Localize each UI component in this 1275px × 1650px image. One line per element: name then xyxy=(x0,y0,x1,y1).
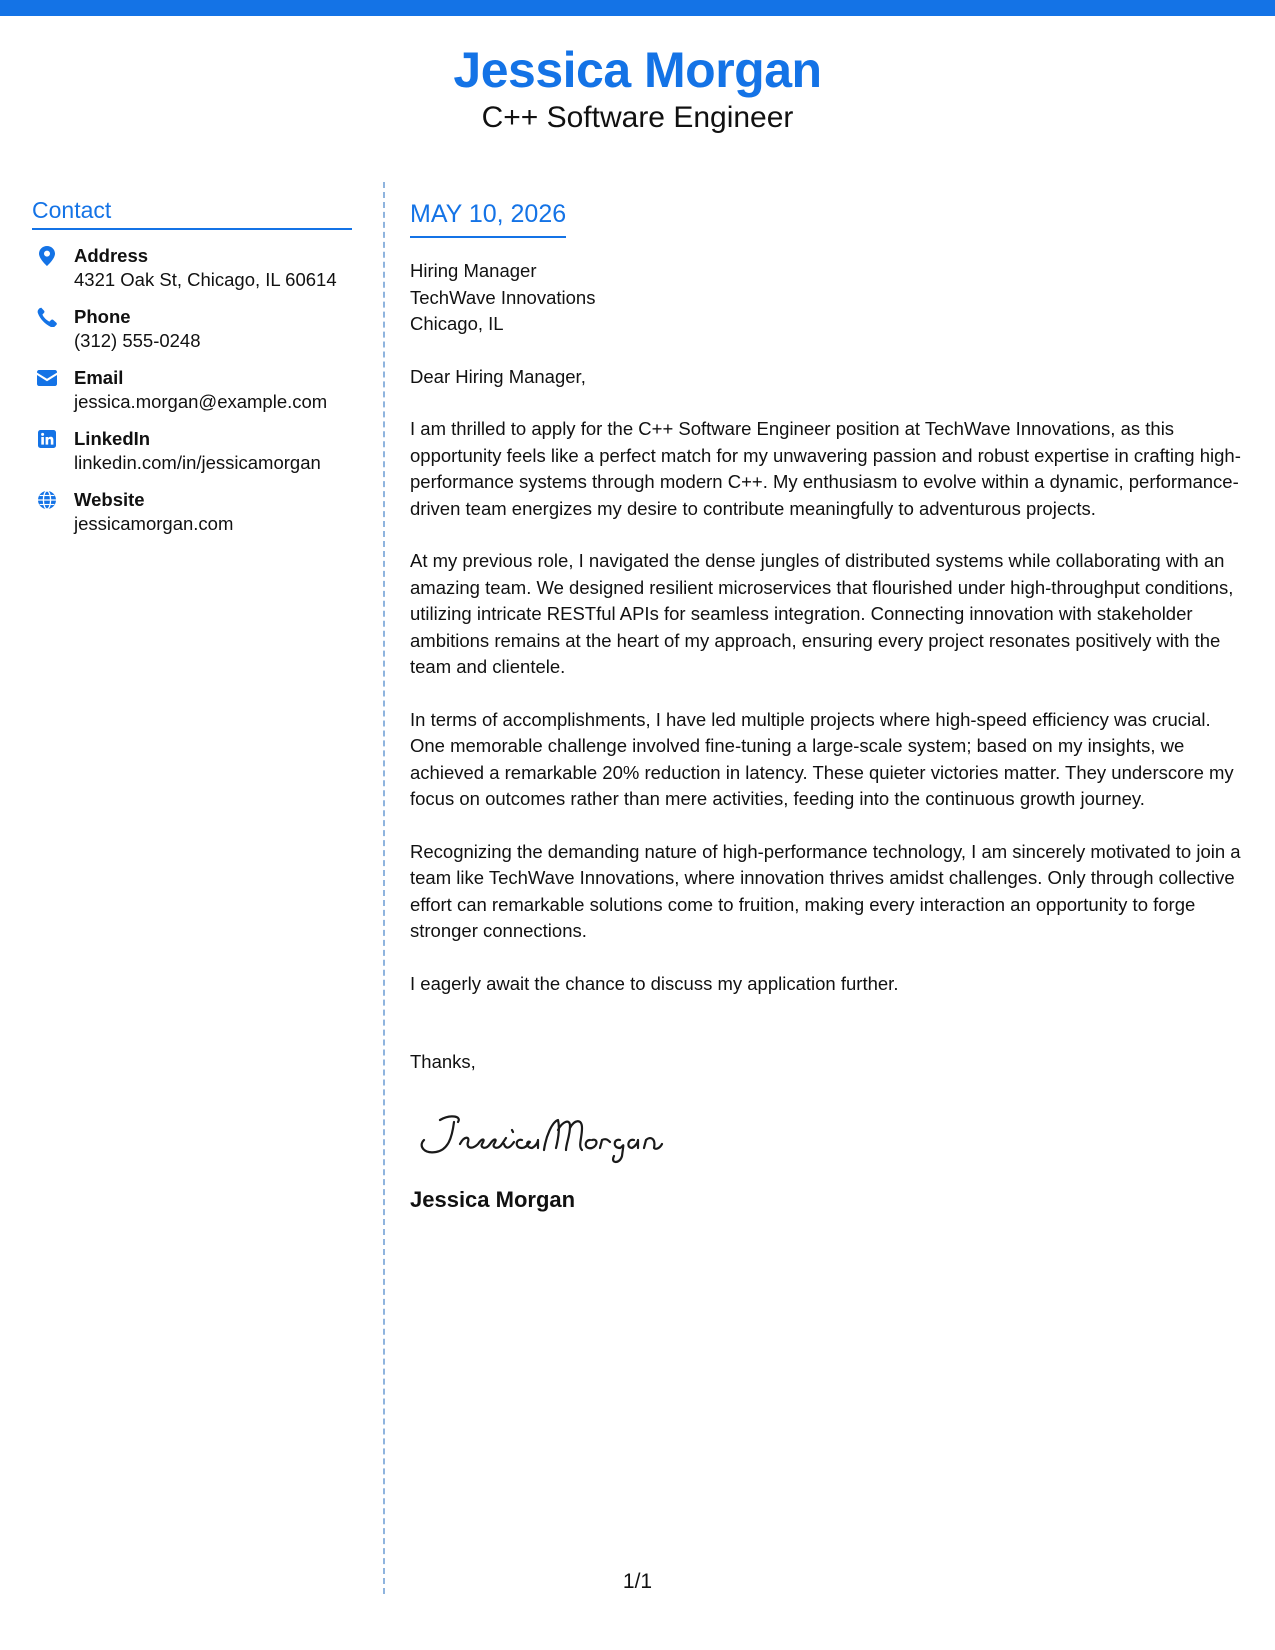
contact-sidebar xyxy=(32,196,352,549)
contact-label: Email xyxy=(74,367,124,388)
body-paragraph: I am thrilled to apply for the C++ Software Engineer position at TechWave Innovations, as this opportunity feels like a perfect match for my unwavering passion and robust expertise in crafting high-performance systems through modern C++. My enthusiasm to evolve within a dynamic, performance-driven team energizes my desire to contribute meaningfully to adventurous projects. xyxy=(410,418,1241,519)
date-block xyxy=(410,198,566,238)
cover-letter-body xyxy=(410,198,1245,1214)
contact-heading: Contact xyxy=(32,196,352,230)
column-divider xyxy=(383,182,385,1594)
address-value: 4321 Oak St, Chicago, IL 60614 xyxy=(74,269,337,290)
linkedin-value: linkedin.com/in/jessicamorgan xyxy=(74,452,321,473)
email-value: jessica.morgan@example.com xyxy=(74,391,328,412)
globe-icon xyxy=(36,489,58,511)
contact-item-phone xyxy=(32,305,352,353)
top-accent-bar xyxy=(0,0,1275,16)
recipient-company: TechWave Innovations xyxy=(410,286,596,308)
contact-item-address xyxy=(32,244,352,292)
letter-date: MAY 10, 2026 xyxy=(410,200,567,228)
contact-item-email xyxy=(32,366,352,414)
body-paragraph: At my previous role, I navigated the dense jungles of distributed systems while collaborating with an amazing team. We designed resilient microservices that flourished under high-throughput conditions, utilizing intricate RESTful APIs for seamless integration. Connecting innovation with stakeholder ambitions remains at the heart of my approach, ensuring every project resonates positively with the team and clientele. xyxy=(410,550,1234,677)
handwritten-signature xyxy=(410,1106,1245,1166)
website-value: jessicamorgan.com xyxy=(74,513,234,534)
envelope-icon xyxy=(36,367,58,389)
recipient-location: Chicago, IL xyxy=(410,313,504,334)
body-paragraph: In terms of accomplishments, I have led multiple projects where high-speed efficiency was crucial. One memorable challenge involved fine-tuning a large-scale system; based on my insights, we achieved a remarkable 20% reduction in latency. These quieter victories matter. They underscore my focus on outcomes rather than mere activities, feeding into the continuous growth journey. xyxy=(410,708,1234,809)
recipient-title: Hiring Manager xyxy=(410,260,537,281)
map-pin-icon xyxy=(36,245,58,267)
contact-item-website xyxy=(32,488,352,536)
contact-label: LinkedIn xyxy=(74,428,151,449)
contact-label: Address xyxy=(74,245,149,266)
body-paragraph: I eagerly await the chance to discuss my application further. xyxy=(410,972,899,994)
linkedin-icon xyxy=(36,428,58,450)
page-number: 1/1 xyxy=(622,1570,653,1593)
contact-label: Website xyxy=(74,489,145,510)
recipient-block xyxy=(410,258,1245,338)
applicant-name: Jessica Morgan xyxy=(453,42,822,98)
signer-name: Jessica Morgan xyxy=(410,1186,576,1212)
job-title: C++ Software Engineer xyxy=(481,101,794,134)
phone-icon xyxy=(36,306,58,328)
salutation: Dear Hiring Manager, xyxy=(410,365,586,387)
contact-item-linkedin xyxy=(32,427,352,475)
contact-label: Phone xyxy=(74,306,131,327)
resume-header xyxy=(0,40,1275,136)
body-paragraph: Recognizing the demanding nature of high-performance technology, I am sincerely motivated to join a team like TechWave Innovations, where innovation thrives amidst challenges. Only through collective effort can remarkable solutions come to fruition, making every interaction an opportunity to forge stronger connections. xyxy=(410,840,1241,941)
phone-value: (312) 555-0248 xyxy=(74,330,201,351)
closing: Thanks, xyxy=(410,1051,476,1072)
